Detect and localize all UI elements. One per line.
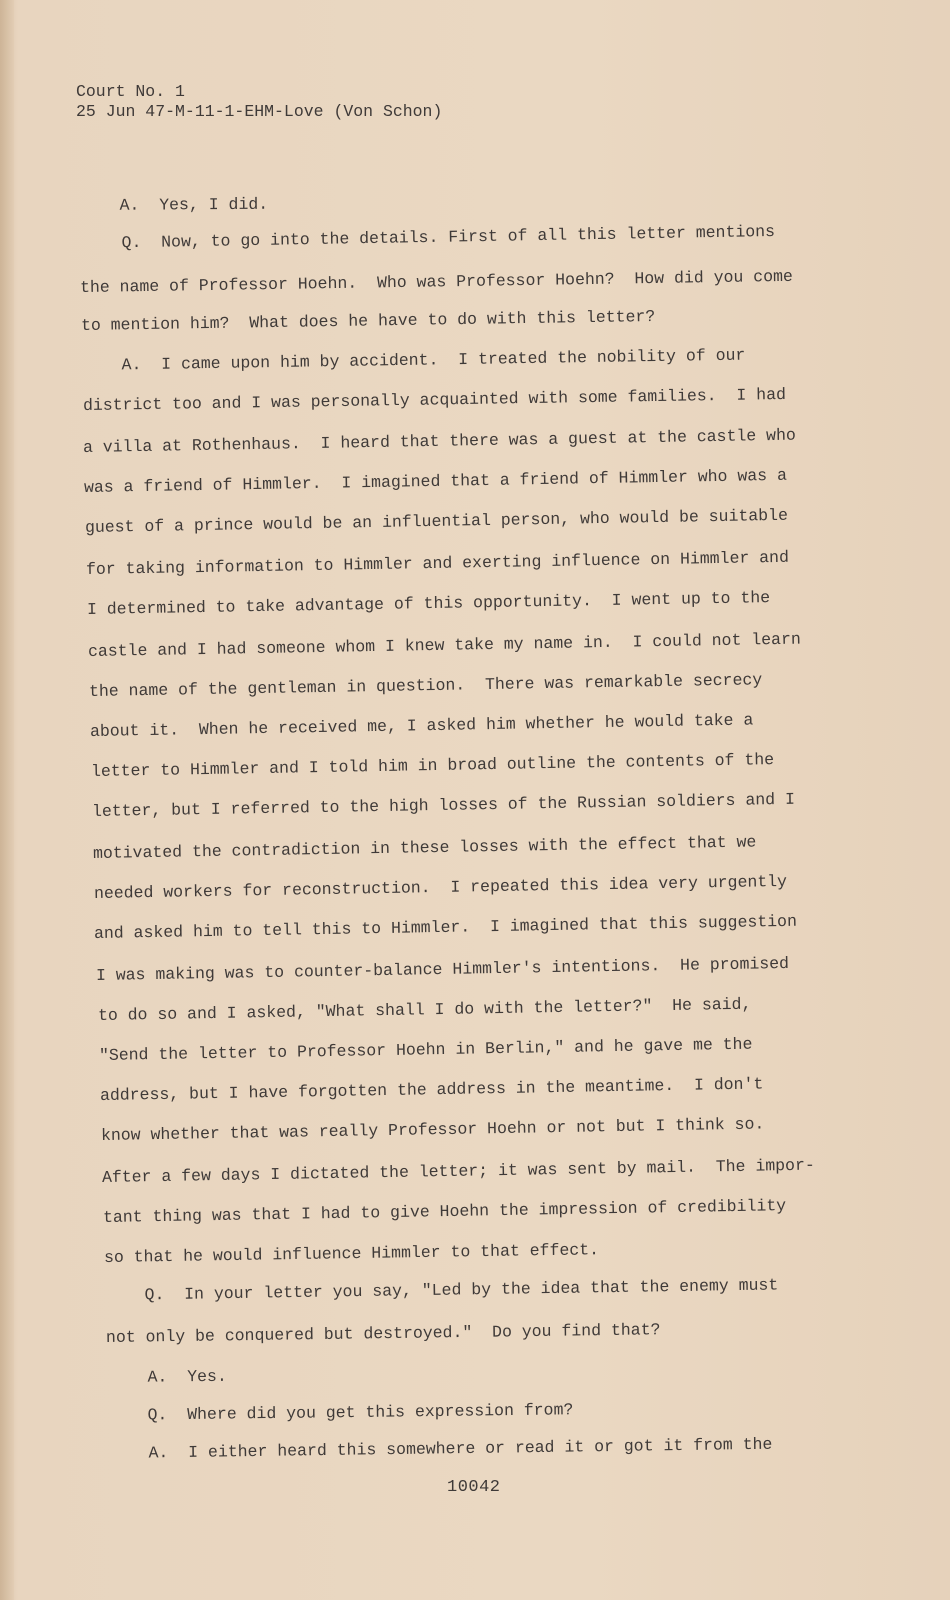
transcript-line: tant thing was that I had to give Hoehn the impression of credibility	[102, 1196, 787, 1227]
transcript-line: I determined to take advantage of this opportunity. I went up to the	[86, 588, 771, 619]
transcript-line: guest of a prince would be an influential person, who would be suitable	[84, 505, 789, 537]
transcript-line: for taking information to Himmler and exerting influence on Himmler and	[85, 547, 790, 579]
court-number: Court No. 1	[76, 82, 185, 101]
document-header	[76, 82, 442, 122]
transcript-line: not only be conquered but destroyed." Do you find that?	[105, 1320, 661, 1347]
paper-edge	[0, 0, 14, 1600]
transcript-reference: 25 Jun 47-M-11-1-EHM-Love (Von Schon)	[76, 102, 443, 121]
transcript-line: A. Yes.	[107, 1366, 227, 1387]
transcript-line: Q. Where did you get this expression from?	[107, 1400, 574, 1425]
transcript-line: castle and I had someone whom I knew take my name in. I could not learn	[87, 629, 801, 661]
transcript-line: the name of the gentleman in question. There was remarkable secrecy	[88, 670, 763, 701]
transcript-line: A. I either heard this somewhere or read it or got it from the	[108, 1434, 773, 1463]
transcript-line: Q. Now, to go into the details. First of all this letter mentions	[81, 221, 776, 253]
transcript-line: letter, but I referred to the high losses of the Russian soldiers and I	[91, 789, 796, 821]
transcript-line: needed workers for reconstruction. I repeated this idea very urgently	[93, 871, 788, 903]
transcript-line: A. I came upon him by accident. I treated the nobility of our	[81, 345, 746, 375]
transcript-line: know whether that was really Professor Hoehn or not but I think so.	[100, 1114, 765, 1145]
transcript-line: and asked him to tell this to Himmler. I imagined that this suggestion	[93, 911, 798, 943]
transcript-line: motivated the contradiction in these losses with the effect that we	[92, 832, 757, 863]
transcript-line: letter to Himmler and I told him in broad outline the contents of the	[90, 750, 775, 781]
transcript-line: Q. In your letter you say, "Led by the idea that the enemy must	[104, 1275, 779, 1305]
transcript-line: so that he would influence Himmler to that effect.	[103, 1240, 600, 1267]
transcript-line: to mention him? What does he have to do with this letter?	[80, 306, 656, 335]
transcript-line: about it. When he received me, I asked him whether he would take a	[89, 710, 754, 741]
transcript-line: was a friend of Himmler. I imagined that a friend of Himmler who was a	[83, 465, 788, 497]
transcript-line: address, but I have forgotten the address in the meantime. I don't	[99, 1074, 764, 1105]
transcript-line: the name of Professor Hoehn. Who was Professor Hoehn? How did you come	[79, 266, 793, 297]
transcript-line: to do so and I asked, "What shall I do with the letter?" He said,	[97, 994, 752, 1025]
transcript-line: a villa at Rothenhaus. I heard that there was a guest at the castle who	[82, 425, 796, 457]
transcript-line: "Send the letter to Professor Hoehn in Berlin," and he gave me the	[98, 1034, 753, 1065]
transcript-line: After a few days I dictated the letter; it was sent by mail. The impor-	[101, 1155, 815, 1187]
transcript-line: A. Yes, I did.	[79, 194, 269, 215]
transcript-line: I was making was to counter-balance Himmler's intentions. He promised	[95, 953, 790, 985]
transcript-line: district too and I was personally acquainted with some families. I had	[82, 384, 787, 415]
page-number: 10042	[447, 1478, 501, 1497]
